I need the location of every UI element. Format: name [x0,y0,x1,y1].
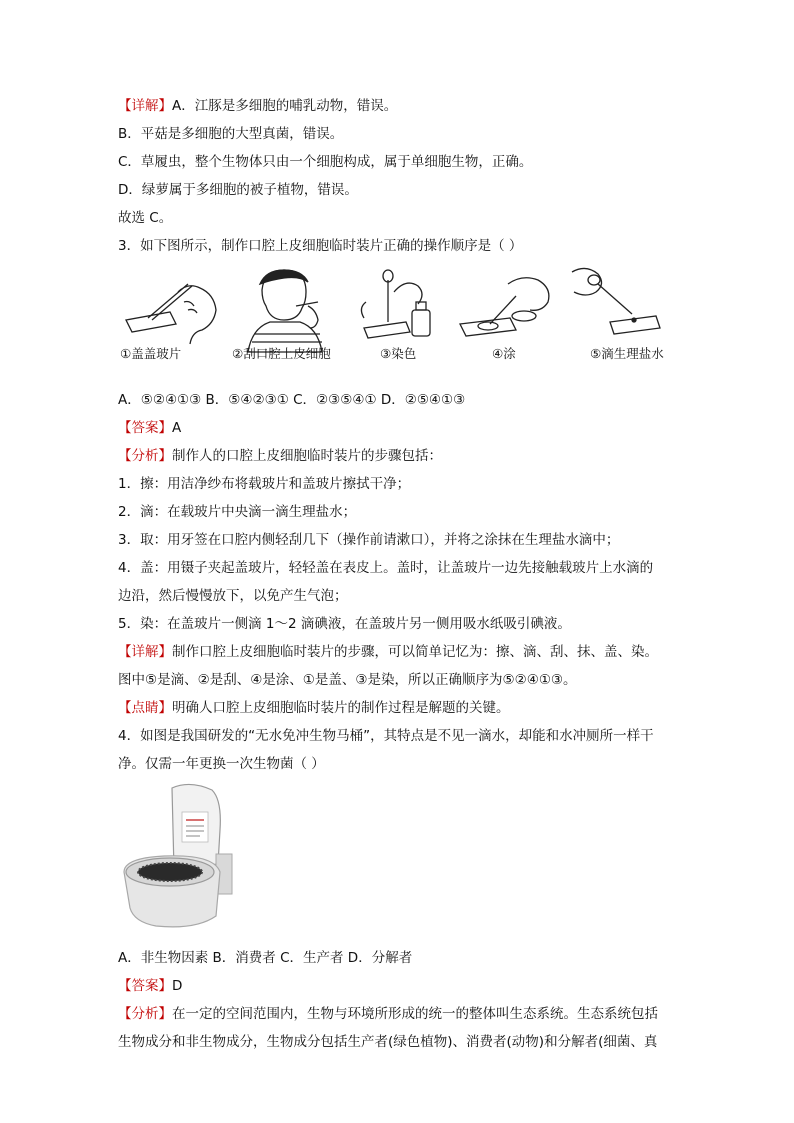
q2-detail-b: B．平菇是多细胞的大型真菌，错误。 [118,126,344,142]
q3-stem: 3．如下图所示，制作口腔上皮细胞临时装片正确的操作顺序是（ ） [118,238,523,254]
q4-answer [118,972,678,1000]
q3-options: A．⑤②④①③ B．⑤④②③① C．②③⑤④① D．②⑤④①③ [118,392,466,408]
answer-value: D [172,978,183,994]
caption-4: ④涂 [492,346,516,361]
detail-tag: 【详解】 [118,98,172,114]
q2-detail-c: C．草履虫，整个生物体只由一个细胞构成，属于单细胞生物，正确。 [118,154,533,170]
q3-detail-continued: 图中⑤是滴、②是刮、④是涂、①是盖、③是染，所以正确顺序为⑤②④①③。 [118,672,577,688]
caption-2: ②刮口腔上皮细胞 [232,346,331,361]
q3-analysis [118,442,678,470]
step-5: 5．染：在盖玻片一侧滴 1～2 滴碘液，在盖玻片另一侧用吸水纸吸引碘液。 [118,616,571,632]
q4-options: A．非生物因素 B．消费者 C．生产者 D．分解者 [118,950,413,966]
detail-text: A．江豚是多细胞的哺乳动物，错误。 [172,98,398,114]
step-3: 3．取：用牙签在口腔内侧轻刮几下（操作前请漱口），并将之涂抹在生理盐水滴中； [118,532,620,548]
q4-analysis-continued: 生物成分和非生物成分，生物成分包括生产者(绿色植物)、消费者(动物)和分解者(细菌、真 [118,1034,658,1050]
q2-detail-a [118,92,678,120]
comment-text: 明确人口腔上皮细胞临时装片的制作过程是解题的关键。 [172,700,510,716]
caption-3: ③染色 [380,346,417,361]
caption-1: ①盖盖玻片 [120,346,182,361]
q2-conclusion: 故选 C。 [118,210,173,226]
analysis-text: 在一定的空间范围内，生物与环境所形成的统一的整体叫生态系统。生态系统包括 [172,1006,658,1022]
q3-answer [118,414,678,442]
answer-tag: 【答案】 [118,978,172,994]
step-4-continued: 边沿，然后慢慢放下，以免产生气泡； [118,588,348,604]
q4-stem: 4．如图是我国研发的“无水免冲生物马桶”，其特点是不见一滴水，却能和水冲厕所一样干 [118,728,654,744]
document-body [118,92,678,1056]
step-1: 1．擦：用洁净纱布将载玻片和盖玻片擦拭干净； [118,476,411,492]
comment-tag: 【点睛】 [118,700,172,716]
q3-comment [118,694,678,722]
detail-tag: 【详解】 [118,644,172,660]
analysis-text: 制作人的口腔上皮细胞临时装片的步骤包括： [172,448,442,464]
q4-stem-continued: 净。仅需一年更换一次生物菌（ ） [118,756,325,772]
caption-5: ⑤滴生理盐水 [590,346,664,361]
detail-text: 制作口腔上皮细胞临时装片的步骤，可以简单记忆为：擦、滴、刮、抹、盖、染。 [172,644,658,660]
bio-toilet-photo [120,782,240,934]
analysis-tag: 【分析】 [118,448,172,464]
q3-detail [118,638,678,666]
analysis-tag: 【分析】 [118,1006,172,1022]
answer-tag: 【答案】 [118,420,172,436]
q4-analysis [118,1000,678,1028]
step-4: 4．盖：用镊子夹起盖玻片，轻轻盖在表皮上。盖时，让盖玻片一边先接触载玻片上水滴的 [118,560,654,576]
q3-figure-row [118,262,678,392]
answer-value: A [172,420,182,436]
step-2: 2．滴：在载玻片中央滴一滴生理盐水； [118,504,357,520]
q2-detail-d: D．绿萝属于多细胞的被子植物，错误。 [118,182,358,198]
